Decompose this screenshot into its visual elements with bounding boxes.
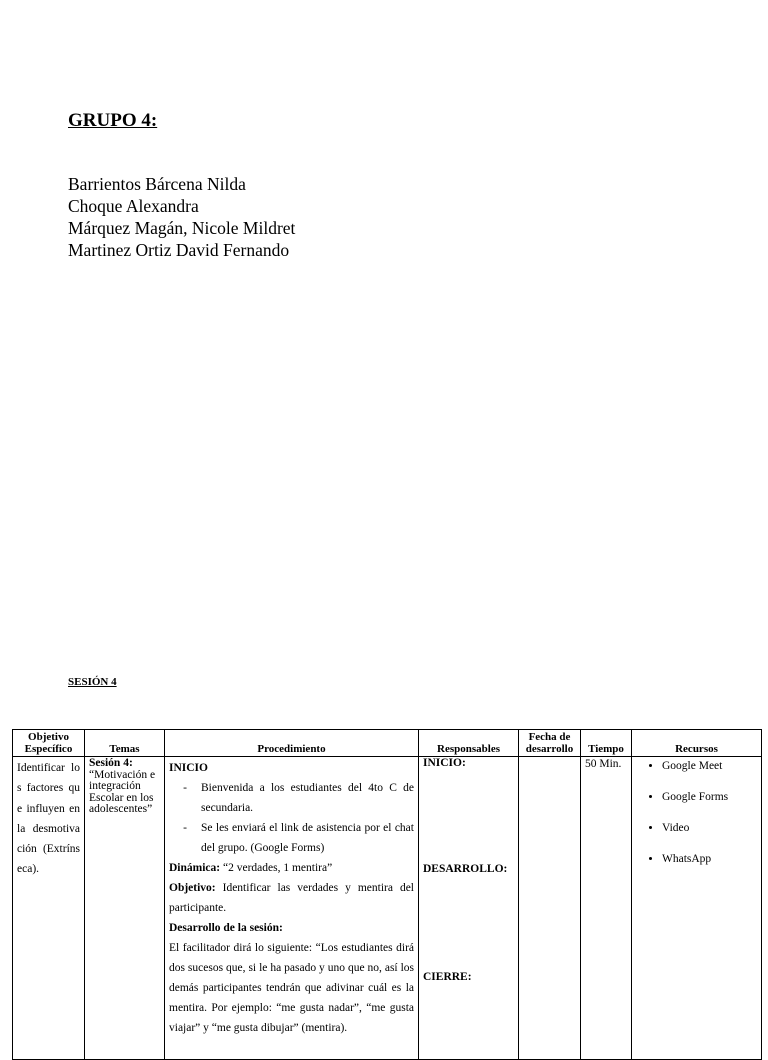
- desarrollo-label: Desarrollo de la sesión:: [169, 922, 283, 934]
- inicio-item-text: Se les enviará el link de asistencia por el chat del grupo. (Google Forms): [201, 822, 414, 854]
- member-name: Choque Alexandra: [68, 196, 199, 216]
- header-procedimiento: Procedimiento: [165, 730, 419, 757]
- cell-tiempo: 50 Min.: [581, 757, 632, 1060]
- objetivo-label: Objetivo:: [169, 882, 216, 894]
- inicio-label: INICIO: [169, 762, 208, 774]
- table-row: [13, 757, 762, 1060]
- topic-title: Sesión 4:: [89, 757, 133, 769]
- cell-procedimiento: [165, 757, 419, 1060]
- desarrollo-text: El facilitador dirá lo siguiente: “Los estudiantes dirá dos sucesos que, si le ha pasado y uno que no, así los demás participantes tendrán que adivinar cuál es la mentira. Por ejemplo: “me gusta nadar”, “me gusta viajar” y “me gusta dibujar” (mentira).: [169, 942, 414, 1034]
- topic-text: “Motivación e integración Escolar en los adolescentes”: [89, 768, 156, 815]
- recurso-item: • WhatsApp: [662, 851, 757, 868]
- member-name: Barrientos Bárcena Nilda: [68, 174, 246, 194]
- inicio-item: [169, 818, 414, 858]
- header-recursos: Recursos: [632, 730, 762, 757]
- dinamica-label: Dinámica:: [169, 862, 221, 874]
- cell-temas: [85, 757, 165, 1060]
- header-tiempo: Tiempo: [581, 730, 632, 757]
- header-responsables: Responsables: [419, 730, 519, 757]
- member-name: Martinez Ortiz David Fernando: [68, 240, 290, 260]
- member-name: Márquez Magán, Nicole Mildret: [68, 218, 296, 238]
- cell-objetivo: Identificar los factores que influyen en la desmotivación (Extrínseca).: [13, 757, 85, 1060]
- recurso-item: • Google Forms: [662, 789, 757, 806]
- session-plan-table: [12, 729, 762, 1060]
- dash-bullet-icon: -: [183, 822, 187, 834]
- objetivo-line: [169, 878, 414, 918]
- dash-bullet-icon: -: [183, 782, 187, 794]
- header-fecha: Fecha de desarrollo: [519, 730, 581, 757]
- cell-recursos: [632, 757, 762, 1060]
- resp-cierre: CIERRE:: [423, 971, 472, 983]
- inicio-item: [169, 778, 414, 818]
- cell-fecha: [519, 757, 581, 1060]
- recursos-list: [636, 758, 757, 868]
- table-header-row: [13, 730, 762, 757]
- cell-responsables: [419, 757, 519, 1060]
- dinamica-text: “2 verdades, 1 mentira”: [220, 862, 333, 874]
- objetivo-text: Identificar las verdades y mentira del participante.: [169, 882, 414, 914]
- header-temas: Temas: [85, 730, 165, 757]
- resp-desarrollo: DESARROLLO:: [423, 863, 508, 875]
- group-title: GRUPO 4:: [68, 110, 158, 131]
- header-objetivo: Objetivo Específico: [13, 730, 85, 757]
- inicio-item-text: Bienvenida a los estudiantes del 4to C de secundaria.: [201, 782, 414, 814]
- recurso-item: • Video: [662, 820, 757, 837]
- members-list: [68, 173, 295, 261]
- recurso-item: • Google Meet: [662, 758, 757, 775]
- resp-inicio: INICIO:: [423, 757, 466, 769]
- dinamica-line: [169, 858, 414, 878]
- session-title: SESIÓN 4: [68, 676, 117, 688]
